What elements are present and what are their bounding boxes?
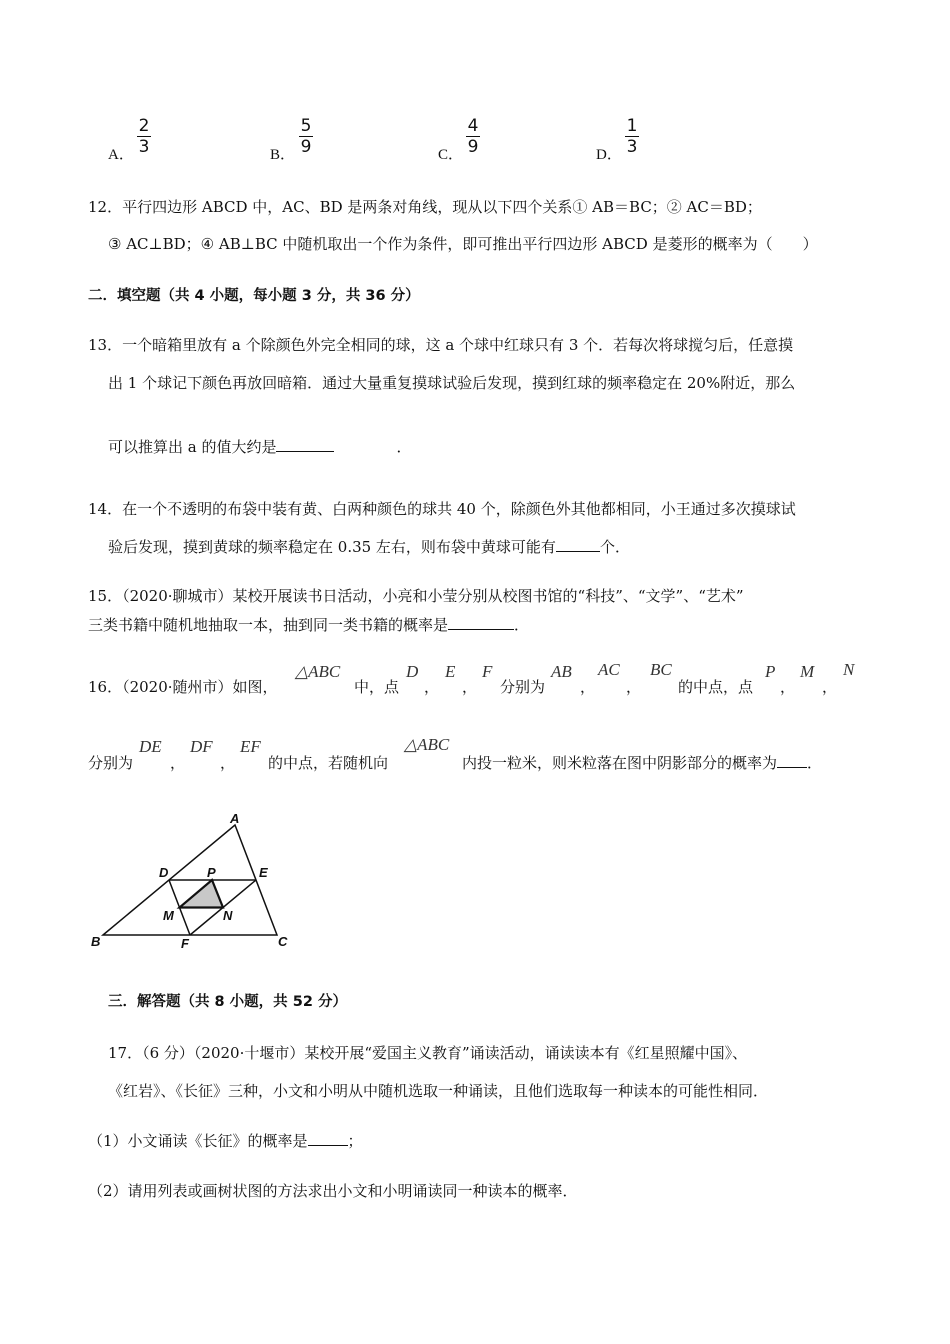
q13-line2: 出 1 个球记下颜色再放回暗箱．通过大量重复摸球试验后发现，摸到红球的频率稳定在 20%附近，那么: [108, 374, 796, 392]
q13-line3-text: 可以推算出 a 的值大约是: [108, 438, 277, 456]
math-point-p: P: [765, 662, 776, 681]
math-triangle-abc-2: △ABC: [404, 735, 450, 754]
option-c-label: C．: [438, 147, 464, 163]
math-point-m: M: [800, 662, 815, 681]
q16-fenbie: 分别为: [500, 678, 546, 696]
option-a-denominator: 3: [138, 137, 150, 158]
q16-comma-7: ，: [170, 754, 186, 772]
q16-comma-6: ，: [822, 678, 838, 696]
fig-label-m: M: [163, 908, 174, 923]
q14-line2-end: 个．: [599, 538, 630, 556]
math-point-f: F: [482, 662, 493, 681]
q16-comma-8: ，: [220, 754, 236, 772]
q16-line2-end: ．: [807, 754, 823, 772]
q16-comma-5: ，: [780, 678, 796, 696]
q17-sub1-text: （1）小文诵读《长征》的概率是: [88, 1132, 308, 1150]
math-point-d: D: [406, 662, 419, 681]
q17-answer-blank[interactable]: [308, 1131, 348, 1146]
q17-sub1-end: ；: [347, 1132, 363, 1150]
q12-line1: 12．平行四边形 ABCD 中，AC、BD 是两条对角线，现从以下四个关系① AB＝BC；② AC＝BD；: [88, 198, 762, 216]
fig-label-f: F: [181, 936, 189, 951]
q15-line1: 15．（2020·聊城市）某校开展读书日活动，小亮和小莹分别从校图书馆的“科技”、“文学”、“艺术”: [88, 587, 744, 605]
q16-comma-3: ，: [580, 678, 596, 696]
q14-line1: 14．在一个不透明的布袋中装有黄、白两种颜色的球共 40 个，除颜色外其他都相同，小王通过多次摸球试: [88, 500, 796, 518]
fig-label-b: B: [91, 934, 101, 949]
math-point-n: N: [843, 660, 855, 679]
fig-label-d: D: [159, 865, 169, 880]
q16-line2-text: 内投一粒米，则米粒落在图中阴影部分的概率为: [462, 754, 778, 772]
q12-line2: ③ AC⊥BD；④ AB⊥BC 中随机取出一个作为条件，即可推出平行四边形 ABCD 是菱形的概率为（ ）: [108, 235, 818, 253]
q15-line2-end: ．: [514, 616, 530, 634]
option-d-label: D．: [596, 147, 622, 163]
fig-label-a: A: [230, 811, 240, 826]
fig-label-p: P: [207, 865, 216, 880]
option-a-numerator: 2: [138, 116, 150, 136]
section-2-heading: 二．填空题（共 4 小题，每小题 3 分，共 36 分）: [88, 288, 420, 304]
option-b-denominator: 9: [300, 137, 312, 158]
option-c-denominator: 9: [467, 137, 479, 158]
math-triangle-abc: △ABC: [295, 662, 341, 681]
math-seg-df: DF: [190, 737, 213, 756]
q16-comma-4: ，: [626, 678, 642, 696]
q15-line2-text: 三类书籍中随机地抽取一本，抽到同一类书籍的概率是: [88, 616, 449, 634]
q16-prefix: 16．（2020·随州市）如图，: [88, 678, 278, 696]
fig-label-n: N: [223, 908, 233, 923]
q17-line2: 《红岩》、《长征》三种，小文和小明从中随机选取一种诵读，且他们选取每一种读本的可能性相同．: [108, 1082, 769, 1100]
option-b-label: B．: [270, 147, 296, 163]
q13-line3-end: ．: [396, 438, 412, 456]
q17-sub1: [88, 1130, 363, 1151]
option-a-label: A．: [108, 147, 134, 163]
q16-comma-2: ，: [462, 678, 478, 696]
shaded-triangle-pmn: [180, 880, 224, 908]
math-seg-de: DE: [139, 737, 162, 756]
math-point-e: E: [445, 662, 456, 681]
q13-line1: 13．一个暗箱里放有 a 个除颜色外完全相同的球，这 a 个球中红球只有 3 个．若每次将球搅匀后，任意摸: [88, 336, 794, 354]
math-seg-ab: AB: [551, 662, 572, 681]
q16-de-zhongdian: 的中点，点: [678, 678, 754, 696]
q16-line2-fenbie: 分别为: [88, 754, 134, 772]
math-seg-ef: EF: [240, 737, 261, 756]
q17-line1: 17．（6 分）（2020·十堰市）某校开展“爱国主义教育”诵读活动，诵读读本有《红星照耀中国》、: [108, 1044, 748, 1062]
fig-label-c: C: [278, 934, 288, 949]
q16-zhong-dian: 中，点: [354, 678, 400, 696]
q16-comma-1: ，: [424, 678, 440, 696]
math-seg-ac: AC: [598, 660, 620, 679]
section-3-heading: 三．解答题（共 8 小题，共 52 分）: [108, 994, 347, 1010]
option-d-denominator: 3: [626, 137, 638, 158]
q16-line2-mid: 的中点，若随机向: [268, 754, 389, 772]
fig-label-e: E: [259, 865, 268, 880]
option-c-numerator: 4: [467, 116, 479, 136]
option-b-numerator: 5: [300, 116, 312, 136]
q17-sub2: （2）请用列表或画树状图的方法求出小文和小明诵读同一种读本的概率．: [88, 1182, 578, 1200]
option-d-numerator: 1: [626, 116, 638, 136]
math-seg-bc: BC: [650, 660, 672, 679]
q14-line2-text: 验后发现，摸到黄球的频率稳定在 0.35 左右，则布袋中黄球可能有: [108, 538, 556, 556]
